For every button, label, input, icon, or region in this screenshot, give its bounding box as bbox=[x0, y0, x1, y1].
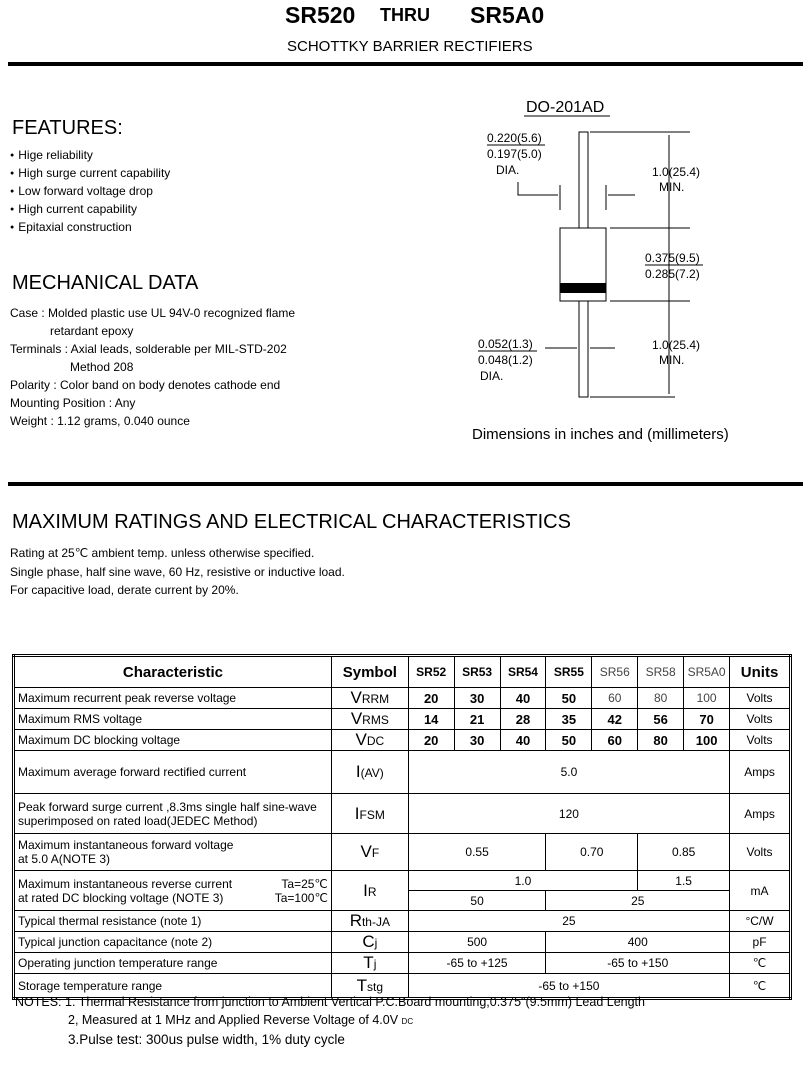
unit: °C/W bbox=[730, 911, 791, 932]
row-label: Maximum recurrent peak reverse voltage bbox=[14, 688, 332, 709]
rating-note: For capacitive load, derate current by 20%. bbox=[10, 583, 239, 597]
ratings-table bbox=[12, 654, 792, 1000]
row-label: Maximum RMS voltage bbox=[14, 709, 332, 730]
value: 14 bbox=[408, 709, 454, 730]
part-from: SR520 bbox=[285, 2, 356, 28]
unit: Volts bbox=[730, 688, 791, 709]
svg-text:0.048(1.2): 0.048(1.2) bbox=[478, 353, 533, 367]
value: 1.5 bbox=[638, 871, 730, 891]
unit: ℃ bbox=[730, 953, 791, 974]
subtitle: SCHOTTKY BARRIER RECTIFIERS bbox=[287, 38, 533, 55]
svg-text:MIN.: MIN. bbox=[659, 353, 685, 367]
part-to: SR5A0 bbox=[470, 2, 545, 28]
symbol: I(AV) bbox=[331, 751, 408, 794]
value: 35 bbox=[546, 709, 592, 730]
value: 60 bbox=[592, 688, 638, 709]
package-diagram bbox=[460, 90, 780, 410]
value: 1.0 bbox=[408, 871, 637, 891]
svg-text:0.285(7.2): 0.285(7.2) bbox=[645, 267, 700, 281]
symbol: Cj bbox=[331, 932, 408, 953]
row-label: Operating junction temperature range bbox=[14, 953, 332, 974]
col-symbol: Symbol bbox=[331, 656, 408, 688]
divider bbox=[8, 62, 803, 66]
svg-text:0.197(5.0): 0.197(5.0) bbox=[487, 147, 542, 161]
mech-line: retardant epoxy bbox=[50, 324, 134, 338]
table-header bbox=[14, 656, 791, 688]
svg-text:MIN.: MIN. bbox=[659, 180, 685, 194]
symbol: VRRM bbox=[331, 688, 408, 709]
mech-line: Terminals : Axial leads, solderable per MIL-STD-202 bbox=[10, 342, 287, 356]
col-part: SR52 bbox=[408, 656, 454, 688]
value: 20 bbox=[408, 688, 454, 709]
row-label: Maximum instantaneous forward voltage at 5.0 A(NOTE 3) bbox=[14, 834, 332, 871]
value: 20 bbox=[408, 730, 454, 751]
value: 40 bbox=[500, 730, 546, 751]
value: 100 bbox=[684, 730, 730, 751]
value: 80 bbox=[638, 688, 684, 709]
value: 25 bbox=[408, 911, 729, 932]
table-row bbox=[14, 730, 791, 751]
row-label: Typical thermal resistance (note 1) bbox=[14, 911, 332, 932]
mech-line: Case : Molded plastic use UL 94V-0 recognized flame bbox=[10, 306, 296, 320]
mech-line: Method 208 bbox=[70, 360, 134, 374]
cathode-band bbox=[560, 283, 606, 293]
row-label: Storage temperature range bbox=[14, 974, 332, 999]
svg-text:DIA.: DIA. bbox=[496, 163, 520, 177]
unit: Amps bbox=[730, 751, 791, 794]
value: 30 bbox=[454, 730, 500, 751]
value: -65 to +150 bbox=[408, 974, 729, 999]
dimensions-caption: Dimensions in inches and (millimeters) bbox=[472, 426, 729, 443]
unit: mA bbox=[730, 871, 791, 911]
symbol: VF bbox=[331, 834, 408, 871]
col-part: SR54 bbox=[500, 656, 546, 688]
row-label: Typical junction capacitance (note 2) bbox=[14, 932, 332, 953]
value: 120 bbox=[408, 794, 729, 834]
value: 5.0 bbox=[408, 751, 729, 794]
svg-text:1.0(25.4): 1.0(25.4) bbox=[652, 338, 701, 352]
package-name: DO-201AD bbox=[526, 99, 605, 116]
table-row bbox=[14, 871, 791, 891]
unit: ℃ bbox=[730, 974, 791, 999]
symbol: VRMS bbox=[331, 709, 408, 730]
col-units: Units bbox=[730, 656, 791, 688]
value: 70 bbox=[684, 709, 730, 730]
symbol: Tstg bbox=[331, 974, 408, 999]
unit: Volts bbox=[730, 709, 791, 730]
unit: Amps bbox=[730, 794, 791, 834]
svg-text:0.220(5.6): 0.220(5.6) bbox=[487, 131, 542, 145]
value: 0.70 bbox=[546, 834, 638, 871]
feature-item: ● High current capability bbox=[10, 200, 170, 218]
value: 25 bbox=[546, 891, 730, 911]
table-row bbox=[14, 911, 791, 932]
svg-text:0.052(1.3): 0.052(1.3) bbox=[478, 337, 533, 351]
value: 50 bbox=[408, 891, 546, 911]
col-part: SR55 bbox=[546, 656, 592, 688]
value: 0.55 bbox=[408, 834, 546, 871]
symbol: VDC bbox=[331, 730, 408, 751]
mech-line: Mounting Position : Any bbox=[10, 396, 136, 410]
svg-text:0.375(9.5): 0.375(9.5) bbox=[645, 251, 700, 265]
mech-line: Polarity : Color band on body denotes cathode end bbox=[10, 378, 281, 392]
table-row bbox=[14, 794, 791, 834]
thru-label: THRU bbox=[380, 5, 430, 25]
features-list bbox=[10, 146, 170, 236]
value: 21 bbox=[454, 709, 500, 730]
value: -65 to +125 bbox=[408, 953, 546, 974]
table-row bbox=[14, 834, 791, 871]
value: 30 bbox=[454, 688, 500, 709]
svg-text:DIA.: DIA. bbox=[480, 369, 504, 383]
symbol: Tj bbox=[331, 953, 408, 974]
table-row bbox=[14, 953, 791, 974]
symbol: Rth-JA bbox=[331, 911, 408, 932]
note: 2, Measured at 1 MHz and Applied Reverse Voltage of 4.0V DC bbox=[68, 1013, 414, 1027]
ratings-heading: MAXIMUM RATINGS AND ELECTRICAL CHARACTERISTICS bbox=[12, 511, 571, 533]
row-label: Peak forward surge current ,8.3ms single half sine-wave superimposed on rated load(JEDEC Method) bbox=[14, 794, 332, 834]
row-label: Maximum instantaneous reverse current Ta=25℃ at rated DC blocking voltage (NOTE 3) Ta=100℃ bbox=[14, 871, 332, 911]
rating-note: Rating at 25℃ ambient temp. unless otherwise specified. bbox=[10, 546, 315, 560]
value: 60 bbox=[592, 730, 638, 751]
unit: Volts bbox=[730, 730, 791, 751]
col-part: SR56 bbox=[592, 656, 638, 688]
table-row bbox=[14, 709, 791, 730]
value: 80 bbox=[638, 730, 684, 751]
svg-text:1.0(25.4): 1.0(25.4) bbox=[652, 165, 701, 179]
col-characteristic: Characteristic bbox=[14, 656, 332, 688]
col-part: SR58 bbox=[638, 656, 684, 688]
feature-item: ● Low forward voltage drop bbox=[10, 182, 170, 200]
note: NOTES: 1. Thermal Resistance from junction to Ambient Vertical P.C.Board mounting,0.375"(9.5mm) Lead Length bbox=[15, 995, 645, 1009]
value: 50 bbox=[546, 730, 592, 751]
value: 400 bbox=[546, 932, 730, 953]
symbol: IR bbox=[331, 871, 408, 911]
value: 100 bbox=[684, 688, 730, 709]
row-label: Maximum DC blocking voltage bbox=[14, 730, 332, 751]
table-row bbox=[14, 688, 791, 709]
ratings-notes bbox=[10, 544, 345, 600]
mech-line: Weight : 1.12 grams, 0.040 ounce bbox=[10, 414, 190, 428]
value: 56 bbox=[638, 709, 684, 730]
row-label: Maximum average forward rectified current bbox=[14, 751, 332, 794]
footnotes bbox=[15, 993, 645, 1049]
value: 500 bbox=[408, 932, 546, 953]
unit: Volts bbox=[730, 834, 791, 871]
feature-item: ● High surge current capability bbox=[10, 164, 170, 182]
unit: pF bbox=[730, 932, 791, 953]
table-row bbox=[14, 932, 791, 953]
value: 40 bbox=[500, 688, 546, 709]
col-part: SR5A0 bbox=[684, 656, 730, 688]
feature-item: ● Epitaxial construction bbox=[10, 218, 170, 236]
value: -65 to +150 bbox=[546, 953, 730, 974]
col-part: SR53 bbox=[454, 656, 500, 688]
table-row bbox=[14, 751, 791, 794]
value: 50 bbox=[546, 688, 592, 709]
rating-note: Single phase, half sine wave, 60 Hz, resistive or inductive load. bbox=[10, 564, 345, 579]
value: 28 bbox=[500, 709, 546, 730]
mechanical-heading: MECHANICAL DATA bbox=[12, 272, 199, 294]
divider bbox=[8, 482, 803, 486]
value: 0.85 bbox=[638, 834, 730, 871]
mechanical-data bbox=[10, 304, 295, 430]
feature-item: ● Hige reliability bbox=[10, 146, 170, 164]
symbol: IFSM bbox=[331, 794, 408, 834]
note: 3.Pulse test: 300us pulse width, 1% duty cycle bbox=[68, 1032, 345, 1047]
features-heading: FEATURES: bbox=[12, 117, 123, 139]
value: 42 bbox=[592, 709, 638, 730]
